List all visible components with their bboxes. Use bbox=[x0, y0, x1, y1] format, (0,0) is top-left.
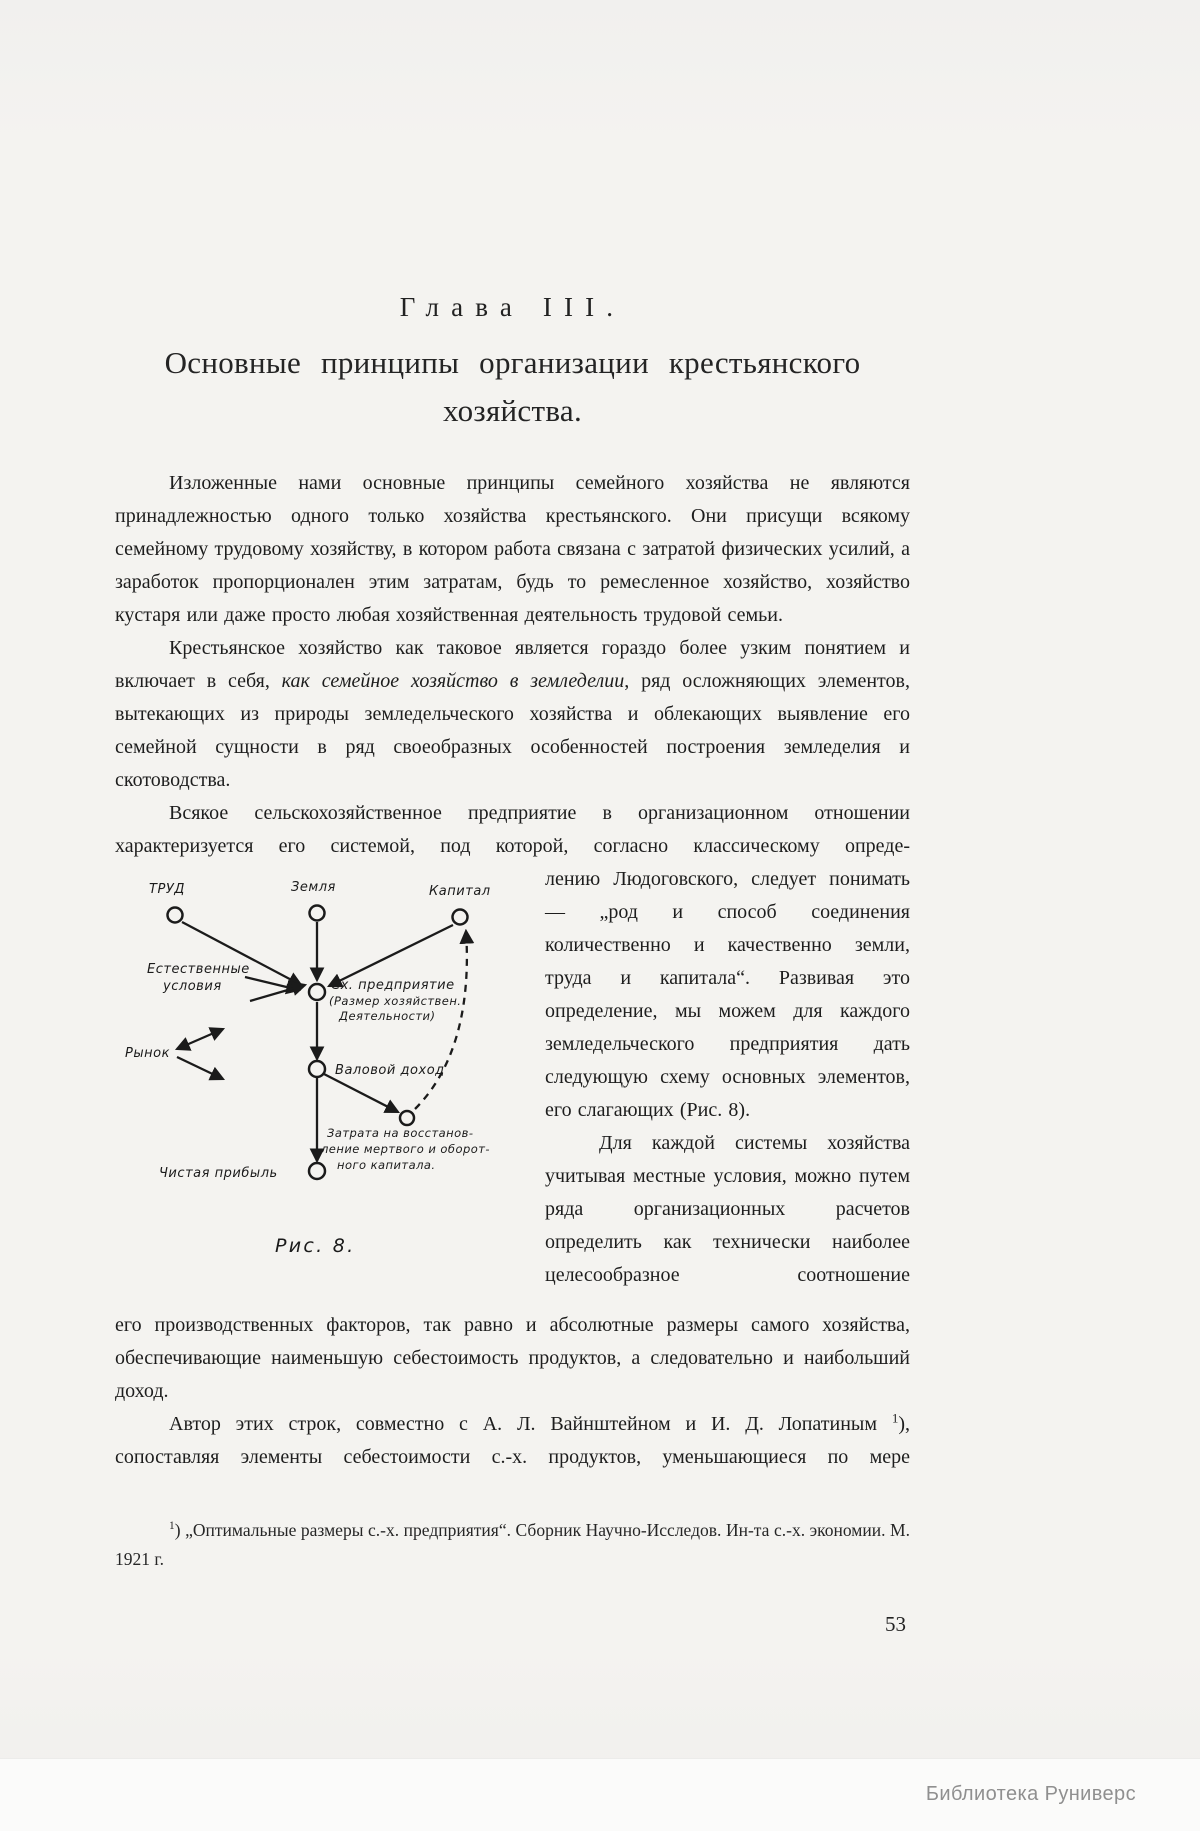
land-node bbox=[310, 906, 325, 921]
expense-node bbox=[400, 1111, 414, 1125]
label-net-profit: Чистая прибыль bbox=[159, 1166, 278, 1182]
label-market: Рынок bbox=[125, 1046, 171, 1062]
label-expense-2: ление мертвого и оборот- bbox=[321, 1142, 490, 1157]
page-number: 53 bbox=[885, 1612, 906, 1637]
paragraph-3-fullwidth: Всякое сельскохозяйственное предприятие в организационном отношении характеризуется его системой, под которой, согласно классическому опреде- bbox=[115, 802, 910, 858]
label-natural-conditions-1: Естественные bbox=[147, 962, 250, 978]
label-labor: ТРУД bbox=[149, 882, 185, 898]
enterprise-scheme-diagram bbox=[115, 873, 527, 1221]
footnote-marker: 1 bbox=[169, 1520, 175, 1533]
figure-caption: Рис. 8. bbox=[275, 1235, 356, 1258]
labor-node bbox=[168, 908, 183, 923]
label-natural-conditions-2: условия bbox=[163, 979, 222, 995]
watermark-strip bbox=[0, 1758, 1200, 1831]
figure-8 bbox=[115, 873, 527, 1305]
paragraph-5-text: Автор этих строк, совместно с А. Л. Вайнштейном и И. Д. Лопатиным bbox=[169, 1413, 892, 1436]
label-expense-1: Затрата на восстанов- bbox=[327, 1126, 474, 1141]
paragraph-2-text: Крестьянское хозяйство как таковое является гораздо более узким понятием и включает в себя, bbox=[115, 637, 910, 693]
paragraph-2-italic: как семейное хозяйство в земледелии bbox=[281, 670, 625, 693]
paragraph-4-fullwidth: его производственных факторов, так равно и абсолютные размеры самого хозяйства, обеспечивающие наименьшую себестоимость продуктов, а следовательно и наибольший доход. bbox=[115, 1314, 910, 1403]
label-land: Земля bbox=[291, 880, 336, 896]
label-enterprise-3: Деятельности) bbox=[339, 1009, 436, 1024]
paragraph-1: Изложенные нами основные принципы семейного хозяйства не являются принадлежностью одного только хозяйства крестьянского. Они присущи всякому семейному трудовому хозяйству, в котором работа связана с затратой физических усилий, а заработок пропорционален этим затратам, будь то ремесленное хозяйство, хозяйство кустаря или даже просто любая хозяйственная деятельность трудовой семьи. bbox=[115, 472, 910, 627]
gross-income-node bbox=[309, 1061, 325, 1077]
label-enterprise-2: (Размер хозяйствен. bbox=[329, 994, 462, 1009]
page-title: Основные принципы организации крестьянского хозяйства. bbox=[164, 345, 861, 429]
label-capital: Капитал bbox=[429, 884, 491, 900]
chapter-heading: Глава III. bbox=[399, 292, 626, 322]
capital-node bbox=[453, 910, 468, 925]
paragraph-2 bbox=[115, 632, 910, 797]
paragraph-3-wrapped: лению Людоговского, следует понимать — „род и способ соединения количественно и качественно земли, труда и капитала“. Развивая это определение, мы можем для каждого земледельческого предприятия дать следующую схему основных элементов, его слагающих (Рис. 8). bbox=[545, 868, 910, 1122]
enterprise-node bbox=[309, 984, 325, 1000]
label-enterprise-1: Сх. предприятие bbox=[331, 978, 455, 994]
figure-text-wrap-zone bbox=[115, 863, 910, 1292]
label-expense-3: ного капитала. bbox=[337, 1158, 436, 1173]
paragraph-2-text-end: , ряд осложняющих элементов, вытекающих из природы земледельческого хозяйства и облекающих выявление его семейной сущности в ряд своеобразных особенностей построения земледелия и скотоводства. bbox=[115, 670, 910, 792]
library-watermark: Библиотека Руниверс bbox=[925, 1783, 1136, 1805]
net-profit-node bbox=[309, 1163, 325, 1179]
paragraph-5-text-end: ), сопоставляя элементы себестоимости с.-х. продуктов, уменьшающиеся по мере bbox=[115, 1413, 910, 1469]
footnote-reference: 1 bbox=[891, 1410, 899, 1426]
paragraph-4-wrapped: Для каждой системы хозяйства учитывая местные условия, можно путем ряда организационных расчетов определить как технически наиболее целесообразное соотношение bbox=[545, 1132, 910, 1287]
footnote bbox=[115, 1516, 910, 1574]
paragraph-5 bbox=[115, 1408, 910, 1474]
page-content bbox=[115, 0, 910, 1637]
footnote-text: ) „Оптимальные размеры с.-х. предприятия“. Сборник Научно-Исследов. Ин-та с.-х. экономии. М. 1921 г. bbox=[115, 1520, 910, 1570]
label-gross-income: Валовой доход bbox=[335, 1063, 445, 1079]
